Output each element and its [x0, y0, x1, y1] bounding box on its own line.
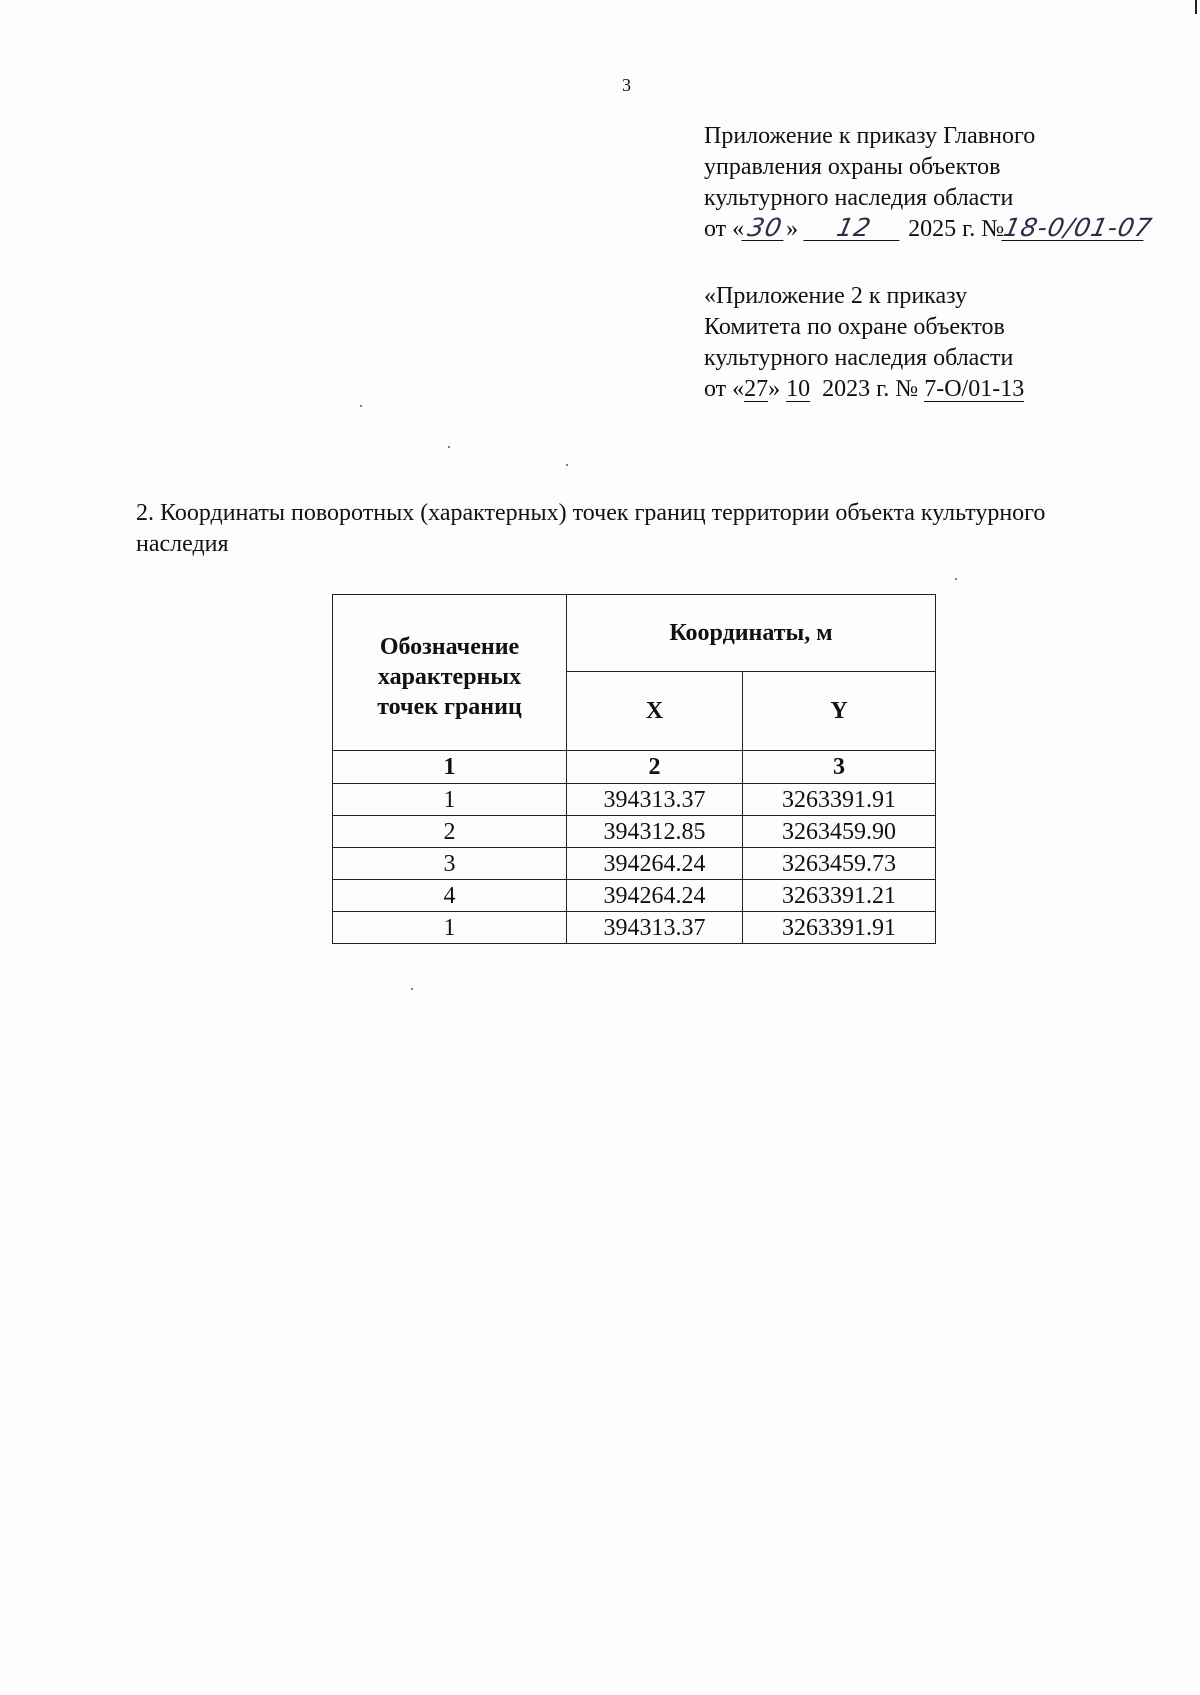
date-mid: »: [786, 216, 799, 242]
order-number: 7-О/01-13: [924, 376, 1025, 402]
date-day: 27: [744, 376, 769, 402]
page-number: 3: [622, 75, 631, 95]
header-x: X: [567, 672, 743, 751]
appendix-current-line2: управления охраны объектов: [704, 154, 1001, 180]
appendix-original-block: [704, 281, 1024, 405]
x-cell: 394313.37: [567, 912, 743, 944]
header-designation: [333, 595, 567, 751]
scan-speck: [566, 464, 568, 466]
appendix-current-line1: Приложение к приказу Главного: [704, 123, 1036, 149]
point-cell: 1: [333, 784, 567, 816]
y-cell: 3263459.90: [743, 816, 936, 848]
appendix-current-date-line: [704, 213, 1156, 245]
y-cell: 3263459.73: [743, 848, 936, 880]
header-y: Y: [743, 672, 936, 751]
scan-speck: [360, 405, 362, 407]
y-cell: 3263391.91: [743, 784, 936, 816]
appendix-original-line3: культурного наследия области: [704, 345, 1014, 371]
column-number: 2: [567, 751, 743, 784]
column-number: 1: [333, 751, 567, 784]
date-mid: »: [768, 376, 787, 402]
x-cell: 394264.24: [567, 880, 743, 912]
column-number: 3: [743, 751, 936, 784]
handwritten-order-number: 18-0/01-07: [1001, 213, 1156, 242]
point-cell: 4: [333, 880, 567, 912]
x-cell: 394312.85: [567, 816, 743, 848]
date-prefix: от «: [704, 376, 745, 402]
appendix-current-block: [704, 121, 1156, 245]
header-designation-line: Обозначение: [379, 633, 520, 660]
y-cell: 3263391.21: [743, 880, 936, 912]
table-row: [333, 816, 936, 848]
header-coordinates: Координаты, м: [567, 595, 936, 672]
handwritten-month: 12: [804, 216, 905, 241]
appendix-current-line3: культурного наследия области: [704, 185, 1014, 211]
appendix-original-line1: «Приложение 2 к приказу: [704, 283, 968, 309]
section-heading: 2. Координаты поворотных (характерных) точек границ территории объекта культурного наследия: [136, 500, 1046, 557]
table-row: [333, 880, 936, 912]
handwritten-day: 30: [742, 216, 789, 241]
scan-speck: [448, 446, 450, 448]
date-year: 2023 г. №: [810, 376, 925, 402]
table-row: [333, 912, 936, 944]
header-designation-line: точек границ: [377, 693, 522, 720]
scan-edge-mark: [1195, 0, 1197, 14]
point-cell: 1: [333, 912, 567, 944]
appendix-original-date-line: [704, 374, 1024, 405]
header-designation-line: характерных: [377, 663, 522, 690]
date-prefix: от «: [704, 216, 745, 242]
appendix-original-line2: Комитета по охране объектов: [704, 314, 1005, 340]
coordinates-table: [332, 594, 936, 944]
date-month: 10: [786, 376, 811, 402]
table-row: [333, 784, 936, 816]
x-cell: 394264.24: [567, 848, 743, 880]
date-year: 2025 г. №: [908, 216, 1005, 242]
scan-speck: [955, 578, 957, 580]
point-cell: 2: [333, 816, 567, 848]
y-cell: 3263391.91: [743, 912, 936, 944]
table-row: [333, 848, 936, 880]
x-cell: 394313.37: [567, 784, 743, 816]
scan-speck: [411, 988, 413, 990]
point-cell: 3: [333, 848, 567, 880]
